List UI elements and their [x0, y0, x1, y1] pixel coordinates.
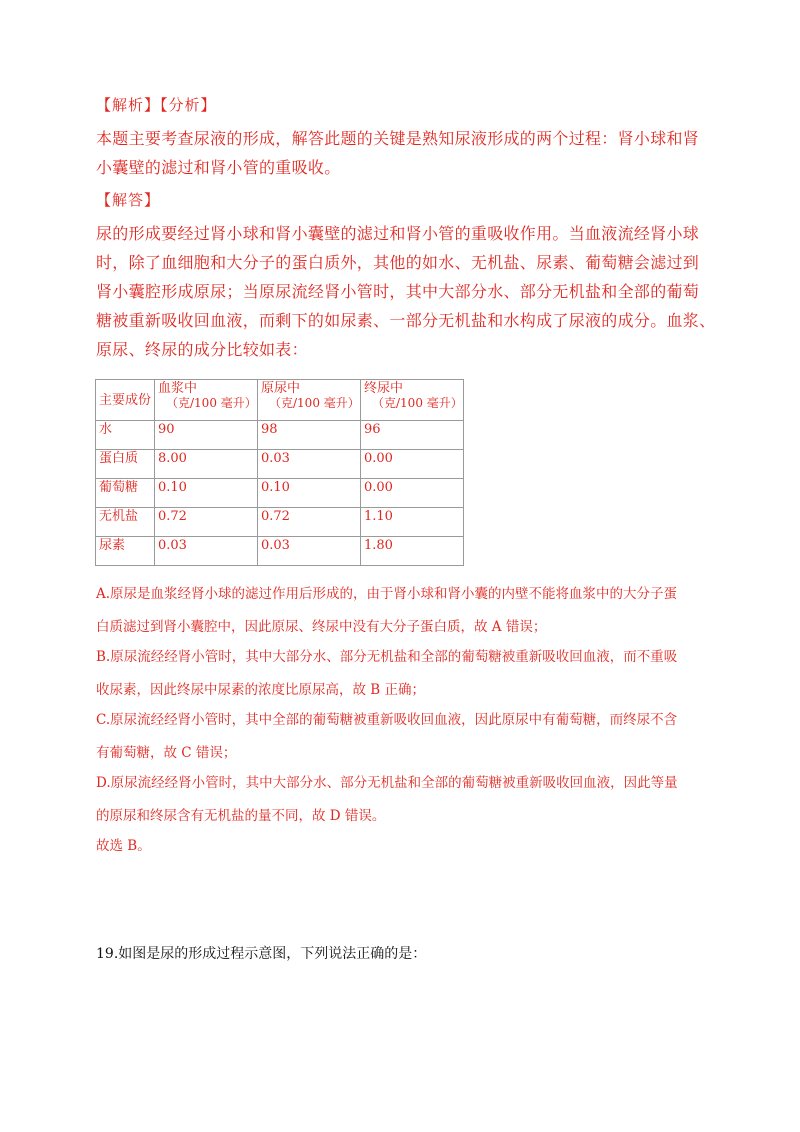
header-final-urine-label: 终尿中: [364, 381, 404, 396]
text-line: 收尿素，因此终尿中尿素的浓度比原尿高，故 B 正确；: [96, 682, 426, 698]
analysis-heading: 【解析】【分析】: [96, 96, 217, 114]
table-cell: 8.00: [155, 450, 258, 479]
intro-paragraph: [96, 124, 700, 182]
text-line: A.原尿是血浆经肾小球的滤过作用后形成的，由于肾小球和肾小囊的内壁不能将血浆中的大分子蛋: [96, 586, 678, 602]
header-primary-urine-unit: （克/100 毫升）: [269, 396, 360, 410]
text-line: 小囊壁的滤过和肾小管的重吸收。: [96, 158, 341, 177]
text-line: 时，除了血细胞和大分子的蛋白质外，其他的如水、无机盐、尿素、葡萄糖会滤过到: [96, 253, 700, 272]
table-cell: 0.03: [258, 537, 361, 566]
question-19: 19.如图是尿的形成过程示意图，下列说法正确的是：: [96, 946, 427, 962]
text-line: 本题主要考查尿液的形成，解答此题的关键是熟知尿液形成的两个过程：肾小球和肾: [96, 129, 700, 148]
option-d-explanation: [96, 767, 706, 833]
table-cell: 1.80: [361, 537, 464, 566]
text-line: C.原尿流经经肾小管时，其中全部的葡萄糖被重新吸收回血液，因此原尿中有葡萄糖，而终尿不含: [96, 712, 678, 728]
table-cell: 0.00: [361, 450, 464, 479]
text-line: 糖被重新吸收回血液，而剩下的如尿素、一部分无机盐和水构成了尿液的成分。血浆、: [96, 311, 716, 330]
table-cell: 0.10: [258, 479, 361, 508]
text-line: 原尿、终尿的成分比较如表：: [96, 340, 308, 359]
table-cell: 0.72: [155, 508, 258, 537]
table-cell: 0.00: [361, 479, 464, 508]
composition-table: [95, 379, 464, 566]
table-row: [96, 537, 464, 566]
text-line: 白质滤过到肾小囊腔中，因此原尿、终尿中没有大分子蛋白质，故 A 错误；: [96, 619, 547, 635]
row-label: 蛋白质: [96, 450, 155, 479]
row-label: 尿素: [96, 537, 155, 566]
text-line: 尿的形成要经过肾小球和肾小囊壁的滤过和肾小管的重吸收作用。当血液流经肾小球: [96, 224, 700, 243]
header-final-urine-unit: （克/100 毫升）: [372, 396, 463, 410]
table-cell: 98: [258, 421, 361, 450]
option-a-explanation: [96, 578, 706, 644]
text-line: B.原尿流经经肾小管时，其中大部分水、部分无机盐和全部的葡萄糖被重新吸收回血液，而不重吸: [96, 649, 678, 665]
option-b-explanation: [96, 641, 706, 707]
table-cell: 96: [361, 421, 464, 450]
answer-heading: 【解答】: [96, 191, 161, 209]
table-cell: 90: [155, 421, 258, 450]
table-cell: 0.10: [155, 479, 258, 508]
row-label: 葡萄糖: [96, 479, 155, 508]
text-line: 有葡萄糖，故 C 错误；: [96, 745, 237, 761]
header-plasma-unit: （克/100 毫升）: [166, 396, 257, 410]
text-line: 的原尿和终尿含有无机盐的量不同，故 D 错误。: [96, 808, 386, 824]
row-label: 水: [96, 421, 155, 450]
table-cell: 0.03: [155, 537, 258, 566]
table-cell: 1.10: [361, 508, 464, 537]
header-primary-urine: [258, 380, 361, 421]
table-cell: 0.03: [258, 450, 361, 479]
table-cell: 0.72: [258, 508, 361, 537]
conclusion: 故选 B。: [96, 838, 151, 854]
text-line: 肾小囊腔形成原尿；当原尿流经肾小管时，其中大部分水、部分无机盐和全部的葡萄: [96, 282, 700, 301]
row-label: 无机盐: [96, 508, 155, 537]
header-plasma: [155, 380, 258, 421]
table-row: [96, 479, 464, 508]
option-c-explanation: [96, 704, 706, 770]
table-row: [96, 450, 464, 479]
header-plasma-label: 血浆中: [158, 381, 198, 396]
header-final-urine: [361, 380, 464, 421]
header-component: 主要成份: [96, 380, 155, 421]
table-row: [96, 421, 464, 450]
text-line: D.原尿流经经肾小管时，其中大部分水、部分无机盐和全部的葡萄糖被重新吸收回血液，因此等量: [96, 775, 678, 791]
table-row: [96, 508, 464, 537]
table-header-row: [96, 380, 464, 421]
answer-paragraph: [96, 219, 716, 364]
header-primary-urine-label: 原尿中: [261, 381, 301, 396]
